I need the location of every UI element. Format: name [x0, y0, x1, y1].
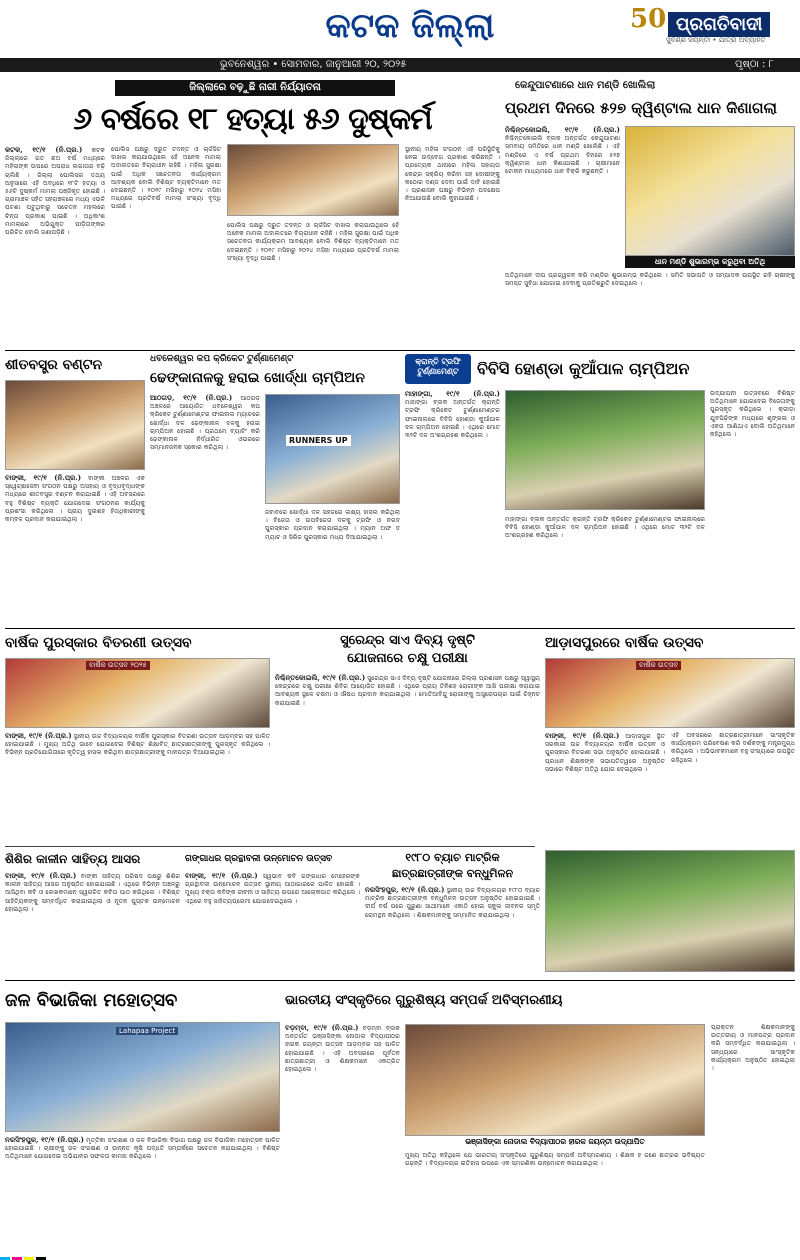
adaspur-dateline: ବାଙ୍କୀ, ୧୯/୧ (ନି.ପ୍ର.) [545, 732, 620, 740]
divider [5, 980, 795, 981]
lead-text-1: କଟକ ଜିଲ୍ଲାରେ ଗତ ଛଅ ବର୍ଷ ମଧ୍ୟରେ ମହିଳାଙ୍କ ଉପରେ ଅପରାଧ ଲଗାତାର ବଢ଼ି ଚାଲିଛି । ଜିଲ୍ଲା ପୋଲିସର ତଥ୍ୟ ଅନୁସାରେ ଏହି ଅବଧିରେ ୧୮ଟି ହତ୍ୟା ଓ ୫୬ଟି ଦୁଷ୍କର୍ମ ମାମଲା ପଞ୍ଜିକୃତ ହୋଇଛି । ଗ୍ରାମାଞ୍ଚଳ ସହିତ ସହରାଞ୍ଚଳରେ ମଧ୍ୟ ଏଭଳି ଘଟଣା ଘଟୁଥିବାରୁ ସଚେତନ ମହଲରେ ଚିନ୍ତା ପ୍ରକାଶ ପାଇଛି । ଅଧିକାଂଶ ମାମଲାରେ ଅଭିଯୁକ୍ତ ପୀଡ଼ିତାଙ୍କର ପରିଚିତ ବୋଲି ଜଣାପଡ଼ିଛି । [5, 147, 105, 237]
ganga-story [185, 850, 360, 975]
cricket-photo [265, 394, 400, 504]
date-line: ଭୁବନେଶ୍ୱର • ସୋମବାର, ଜାନୁଆରୀ ୨୦, ୨୦୨୫ [220, 59, 407, 70]
award-dateline: ବାଙ୍କୀ, ୧୯/୧ (ନି.ପ୍ର.) [5, 732, 72, 740]
eye-headline-1: ସୁରେନ୍ଦ୍ର ସାଏ ଦିବ୍ୟ ଦୃଷ୍ଟି [340, 633, 475, 648]
water-dateline: ନରସିଂହପୁର, ୧୯/୧ (ନି.ପ୍ର.) [5, 1136, 84, 1144]
water-story [5, 984, 280, 1240]
water-banner: Lahapaa Project [116, 1027, 178, 1035]
award-photo-banner: ବାର୍ଷିକ ଉତ୍ସବ ୨୦୨୫ [86, 661, 150, 670]
date-strip [0, 58, 800, 72]
cricket-body-right: ଜବାବରେ ଖୋର୍ଦ୍ଧା ଦଳ ସହଜରେ ଲକ୍ଷ୍ୟ ହାସଲ କରିଥିଲା । ବିଜେତା ଓ ଉପବିଜେତା ଦଳକୁ ଟ୍ରଫି ଓ ନଗଦ ପୁରସ୍କାର ପ୍ରଦାନ କରାଯାଇଥିଲା । ମ୍ୟାନ ଅଫ ଦ ମ୍ୟାଚ ଓ ସିରିଜ ପୁରସ୍କାର ମଧ୍ୟ ଦିଆଯାଇଥିଲା । [265, 509, 400, 541]
literature-headline: ଶିଶିର କାଳୀନ ସାହିତ୍ୟ ଆସର [5, 852, 141, 866]
lead-dateline: କଟକ, ୧୯/୧ (ନି.ପ୍ର.) [5, 146, 83, 154]
anniversary-mark: 50 [630, 4, 667, 34]
reunion-text: ସ୍ଥାନୀୟ ଉଚ୍ଚ ବିଦ୍ୟାଳୟର ୧୯୮୦ ବ୍ୟାଚ ମାଟ୍ରିକ ଛାତ୍ରଛାତ୍ରୀଙ୍କ ବନ୍ଧୁମିଳନ ଉତ୍ସବ ଅନୁଷ୍ଠିତ ହୋଇଯାଇଛି । ଦୀର୍ଘ ବର୍ଷ ପରେ ପୁରୁଣା ସାଥୀମାନେ ଏକାଠି ହୋଇ ସ୍କୁଲ ଜୀବନର ସ୍ମୃତି ରୋମନ୍ଥନ କରିଥିଲେ । ଶିକ୍ଷକମାନଙ୍କୁ ସମ୍ମାନିତ କରାଯାଇଥିଲା । [365, 887, 540, 919]
guru-photo [405, 1024, 705, 1136]
lead-body-lower: ପୋଲିସ ପକ୍ଷରୁ ଦ୍ରୁତ ତଦନ୍ତ ଓ ଚାର୍ଜସିଟ ଦାଖଲ କରାଯାଉଥିଲେ ହେଁ ଅନେକ ମାମଲା ଅଦାଲତରେ ବିଚାରାଧୀନ ରହିଛି । ମହିଳା ସୁରକ୍ଷା ପାଇଁ ଅଧିକ ସଚେତନତା କାର୍ଯ୍ୟକ୍ରମ ଆବଶ୍ୟକ ବୋଲି ବିଶିଷ୍ଟ ବ୍ୟକ୍ତିମାନେ ମତ ଦେଇଛନ୍ତି । ୨୦୧୯ ମସିହାରୁ ୨୦୨୪ ମସିହା ମଧ୍ୟରେ ପ୍ରତିବର୍ଷ ମାମଲା ସଂଖ୍ୟା ବୃଦ୍ଧି ପାଇଛି । [227, 222, 399, 262]
adaspur-headline: ଆଡ଼ାସପୁରରେ ବାର୍ଷିକ ଉତ୍ସବ [545, 635, 704, 651]
blanket-text: ବାଙ୍କୀ ଅଞ୍ଚଳର ଏକ ସ୍ୱେଚ୍ଛାସେବୀ ସଂଗଠନ ପକ୍ଷରୁ ଅସହାୟ ଓ ବୃଦ୍ଧବୃଦ୍ଧାଙ୍କ ମଧ୍ୟରେ ଶୀତବସ୍ତ୍ର ବଣ୍ଟନ କରାଯାଇଛି । ଏହି ଅବସରରେ ବହୁ ବିଶିଷ୍ଟ ବ୍ୟକ୍ତି ଯୋଗଦେଇ ସଂଗଠନର କାର୍ଯ୍ୟକୁ ପ୍ରଶଂସା କରିଥିଲେ । ପ୍ରାୟ ଦୁଇଶହ ହିତାଧିକାରୀଙ୍କୁ କମ୍ବଳ ପ୍ରଦାନ କରାଯାଇଥିଲା । [5, 475, 145, 524]
kuanpal-kicker [405, 354, 471, 384]
guru-body-right: ପ୍ରାକ୍ତନ ଶିକ୍ଷକମାନଙ୍କୁ ଉତ୍ତରୀୟ ଓ ମାନପତ୍ର ପ୍ରଦାନ କରି ସମ୍ବର୍ଦ୍ଧିତ କରାଯାଇଥିଲା । ସନ୍ଧ୍ୟାରେ ସାଂସ୍କୃତିକ କାର୍ଯ୍ୟକ୍ରମ ଅନୁଷ୍ଠିତ ହୋଇଥିଲା । [711, 1024, 795, 1073]
brand-logo: ପ୍ରଗତିବାଦୀ [668, 12, 770, 37]
adaspur-photo-banner: ବାର୍ଷିକ ଉତ୍ସବ [636, 661, 681, 670]
cricket-kicker: ଧବଳେଶ୍ୱର କପ କ୍ରିକେଟ ଟୁର୍ଣ୍ଣାମେଣ୍ଟ [150, 354, 294, 364]
ganga-dateline: ବାଙ୍କୀ, ୧୯/୧ (ନି.ପ୍ର.) [185, 872, 258, 880]
paddy-dateline: ନିଶ୍ଚିନ୍ତକୋଇଲି, ୧୯/୧ (ନି.ପ୍ର.) [505, 126, 620, 134]
paddy-text: ନିଶ୍ଚିନ୍ତକୋଇଲି ବ୍ଲକ ଅନ୍ତର୍ଗତ କେନ୍ଦୁପାଟଣା ସମବାୟ ସମିତିରେ ଧାନ ମଣ୍ଡି ଖୋଲିଛି । ଏହି ମଣ୍ଡିରେ ଏ ବର୍ଷ ପ୍ରଥମ ଦିନରେ ୫୨୭ କ୍ୱିଣ୍ଟାଲ ଧାନ କିଣାଯାଇଛି । ଚାଷୀମାନେ ଟୋକନ ମାଧ୍ୟମରେ ଧାନ ବିକ୍ରି କରୁଛନ୍ତି । [505, 135, 620, 176]
guru-dateline: ବଡ଼ମ୍ବା, ୧୯/୧ (ନି.ପ୍ର.) [285, 1024, 359, 1032]
kuanpal-story [405, 354, 795, 624]
kuanpal-body-lower: ମାହାଙ୍ଗା ବ୍ଲକ ଅନ୍ତର୍ଗତ କ୍ରାନ୍ତି ଟ୍ରଫି କ୍ରିକେଟ ଟୁର୍ଣ୍ଣାମେଣ୍ଟର ଫାଇନାଲରେ ବିବିସି ହୋଣ୍ଡା କୁଆଁପାଳ ଦଳ ଚାମ୍ପିଅନ ହୋଇଛି । ଏଥିରେ ମୋଟ ୩୨ଟି ଦଳ ଅଂଶଗ୍ରହଣ କରିଥିଲେ । [505, 516, 705, 540]
ganga-headline: ଗଙ୍ଗାଧର ଗ୍ରନ୍ଥାବଳୀ ଉନ୍ମୋଚନ ଉତ୍ସବ [185, 854, 333, 864]
award-headline: ବାର୍ଷିକ ପୁରସ୍କାର ବିତରଣୀ ଉତ୍ସବ [5, 635, 192, 651]
reunion-headline-2: ଛାତ୍ରଛାତ୍ରୀଙ୍କ ବନ୍ଧୁମିଳନ [391, 867, 514, 880]
kuanpal-body-right: ଉଦ୍‌ଯାପନୀ ଉତ୍ସବରେ ବିଶିଷ୍ଟ ଅତିଥିମାନେ ଯୋଗଦେଇ ବିଜେତାଙ୍କୁ ପୁରସ୍କୃତ କରିଥିଲେ । କ୍ରୀଡ଼ା ଯୁବପିଢ଼ିଙ୍କ ମଧ୍ୟରେ ଶୃଙ୍ଖଳା ଓ ଏକତା ଆଣିଥାଏ ବୋଲି ଅତିଥିମାନେ କହିଥିଲେ । [710, 390, 795, 439]
paddy-story [505, 76, 795, 346]
blanket-headline: ଶୀତବସ୍ତ୍ର ବଣ୍ଟନ [5, 357, 103, 373]
guru-caption: ଭଞ୍ଜାସିଙ୍କା ନୋଡାଲ ବିଦ୍ୟାପୀଠର ହୀରକ ଜୟନ୍ତୀ ଉଦ୍‌ଯାପିତ [405, 1136, 705, 1148]
ganga-text: ସ୍ୱଭାବ କବି ଗଙ୍ଗାଧର ମେହେରଙ୍କ ଗ୍ରନ୍ଥାବଳୀ ଉନ୍ମୋଚନ ଉତ୍ସବ ସ୍ଥାନୀୟ ପାଠାଗାରରେ ପାଳିତ ହୋଇଛି । ମୁଖ୍ୟ ବକ୍ତା କବିଙ୍କ ଜୀବନୀ ଓ ସାହିତ୍ୟ ଉପରେ ଆଲୋକପାତ କରିଥିଲେ । ଏଥିରେ ବହୁ ସାହିତ୍ୟପ୍ରେମୀ ଯୋଗଦେଇଥିଲେ । [185, 873, 360, 905]
cricket-story [150, 354, 400, 624]
registration-marks [0, 1250, 800, 1260]
divider [5, 846, 535, 847]
adaspur-text: ଆଡ଼ାସପୁର ସ୍ଥିତ ସରକାରୀ ଉଚ୍ଚ ବିଦ୍ୟାଳୟର ବାର୍ଷିକ ଉତ୍ସବ ଓ ପୁରସ୍କାର ବିତରଣୀ ସଭା ଅନୁଷ୍ଠିତ ହୋଇଯାଇଛି । ପ୍ରଧାନ ଶିକ୍ଷକଙ୍କ ସଭାପତିତ୍ୱରେ ଅନୁଷ୍ଠିତ ସଭାରେ ବିଶିଷ୍ଟ ଅତିଥି ଯୋଗ ଦେଇଥିଲେ । [545, 733, 665, 773]
award-photo [5, 658, 270, 728]
reunion-body [365, 886, 540, 972]
blanket-body [5, 474, 145, 619]
award-text: ସ୍ଥାନୀୟ ଉଚ୍ଚ ବିଦ୍ୟାଳୟର ବାର୍ଷିକ ପୁରସ୍କାର ବିତରଣୀ ଉତ୍ସବ ଆଡ଼ମ୍ବର ସହ ପାଳିତ ହୋଇଯାଇଛି । ମୁଖ୍ୟ ଅତିଥି ଭାବେ ଯୋଗଦେଇ ବିଶିଷ୍ଟ ଶିକ୍ଷାବିତ୍ ଛାତ୍ରଛାତ୍ରୀଙ୍କୁ ପୁରସ୍କୃତ କରିଥିଲେ । ବିଭିନ୍ନ ପ୍ରତିଯୋଗିତାରେ କୃତିତ୍ୱ ହାସଲ କରିଥିବା ଛାତ୍ରଛାତ୍ରୀଙ୍କୁ ମାନପତ୍ର ଦିଆଯାଇଥିଲା । [5, 733, 270, 757]
adaspur-body-right: ଏହି ଅବସରରେ ଛାତ୍ରଛାତ୍ରୀମାନେ ସାଂସ୍କୃତିକ କାର୍ଯ୍ୟକ୍ରମ ପରିବେଷଣ କରି ଦର୍ଶକଙ୍କୁ ମନ୍ତ୍ରମୁଗ୍ଧ କରିଥିଲେ । ଅଭିଭାବକମାନେ ବହୁ ସଂଖ୍ୟାରେ ଉପସ୍ଥିତ ରହିଥିଲେ । [671, 732, 795, 764]
eye-story [275, 632, 540, 842]
lead-headline: ୬ ବର୍ଷରେ ୧୮ ହତ୍ୟା ୫୬ ଦୁଷ୍କର୍ମ [73, 102, 432, 137]
ganga-body [185, 872, 360, 972]
award-body [5, 732, 270, 837]
paddy-caption: ଧାନ ମଣ୍ଡି ଶୁଭାରମ୍ଭ କରୁଥିବା ଅତିଥି [625, 256, 795, 268]
divider [5, 628, 795, 629]
kuanpal-body-left [405, 390, 500, 620]
eye-body [275, 674, 540, 839]
literature-dateline: ବାଙ୍କୀ, ୧୯/୧ (ନି.ପ୍ର.) [5, 872, 77, 880]
eye-headline-2: ଯୋଜନାରେ ଚକ୍ଷୁ ପରୀକ୍ଷା [347, 651, 468, 666]
guru-text: ବଡ଼ମ୍ବା ବ୍ଲକ ଅନ୍ତର୍ଗତ ଭଞ୍ଜାସିଙ୍କା ନୋଡାଲ ବିଦ୍ୟାପୀଠର ହୀରକ ଜୟନ୍ତୀ ଉତ୍ସବ ଆଡ଼ମ୍ବର ସହ ପାଳିତ ହୋଇଯାଇଛି । ଏହି ଅବସରରେ ପୂର୍ବତନ ଛାତ୍ରଛାତ୍ରୀ ଓ ଶିକ୍ଷକମାନେ ଏକତ୍ରିତ ହୋଇଥିଲେ । [285, 1025, 400, 1074]
literature-text: ବାଙ୍କୀ ସାହିତ୍ୟ ପରିଷଦ ପକ୍ଷରୁ ଶିଶିର କାଳୀନ ସାହିତ୍ୟ ଆସର ଅନୁଷ୍ଠିତ ହୋଇଯାଇଛି । ଏଥିରେ ବିଭିନ୍ନ ଅଞ୍ଚଳରୁ ଆସିଥିବା କବି ଓ ଲେଖକମାନେ ସ୍ୱରଚିତ କବିତା ପାଠ କରିଥିଲେ । ବିଶିଷ୍ଟ ସାହିତ୍ୟିକଙ୍କୁ ସମ୍ବର୍ଦ୍ଧିତ କରାଯାଇଥିଲା ଓ ନୂତନ ପୁସ୍ତକ ଉନ୍ମୋଚନ ହୋଇଥିଲା । [5, 873, 180, 913]
runners-up-banner: RUNNERS UP [286, 435, 351, 446]
water-body [5, 1136, 280, 1236]
lead-body-right: ସ୍ଥାନୀୟ ମହିଳା ସଂଗଠନ ଏହି ପରିସ୍ଥିତିକୁ ନେଇ ଉଦ୍‌ବେଗ ପ୍ରକାଶ କରିଛନ୍ତି । ପ୍ରତ୍ୟେକ ଥାନାରେ ମହିଳା ସହାୟତା କେନ୍ଦ୍ର ସକ୍ରିୟ କରିବା ସହ ଦୋଷୀଙ୍କୁ କଠୋର ଦଣ୍ଡ ଦେବା ପାଇଁ ଦାବି ହୋଇଛି । ପ୍ରଶାସନ ପକ୍ଷରୁ ବିଭିନ୍ନ ପଦକ୍ଷେପ ନିଆଯାଉଛି ବୋଲି କୁହାଯାଇଛି । [405, 146, 500, 203]
lead-body-left [5, 146, 105, 271]
page-label: ପୃଷ୍ଠା : ୮ [735, 59, 774, 70]
cricket-dateline: ଆଠଗଡ଼, ୧୯/୧ (ନି.ପ୍ର.) [150, 394, 233, 402]
cricket-body-left [150, 394, 260, 619]
guru-body-mid: ମୁଖ୍ୟ ଅତିଥି କହିଥିଲେ ଯେ ଭାରତୀୟ ସଂସ୍କୃତିରେ ଗୁରୁଶିଷ୍ୟ ସମ୍ପର୍କ ଅବିସ୍ମରଣୀୟ । ଶିକ୍ଷକ ହିଁ ଜଣେ ଛାତ୍ରର ଭବିଷ୍ୟତ ଗଢ଼ନ୍ତି । ବିଦ୍ୟାଳୟର ଇତିହାସ ଉପରେ ଏକ ସ୍ମରଣିକା ଉନ୍ମୋଚନ କରାଯାଇଥିଲା । [405, 1152, 705, 1168]
guru-story [285, 984, 795, 1240]
reunion-photo [545, 850, 795, 972]
water-headline: ଜଳ ବିଭାଜିକା ମହୋତ୍ସବ [5, 990, 178, 1011]
paddy-body-right: ଅତିଥିମାନେ ଦୀପ ପ୍ରଜ୍ୱଳନ କରି ମଣ୍ଡିର ଶୁଭାରମ୍ଭ କରିଥିଲେ । ସମିତି ସଭାପତି ଓ ସମ୍ପାଦକ ଉପସ୍ଥିତ ରହି ଚାଷୀଙ୍କୁ ସମସ୍ତ ସୁବିଧା ଯୋଗାଇ ଦେବାକୁ ପ୍ରତିଶ୍ରୁତି ଦେଇଥିଲେ । [505, 272, 795, 288]
reunion-dateline: ନରସିଂହପୁର, ୧୯/୧ (ନି.ପ୍ର.) [365, 886, 445, 894]
lead-kicker: ଜିଲ୍ଲାରେ ବଢ଼ୁଛି ନାରୀ ନିର୍ଯ୍ୟାତନା [115, 80, 395, 96]
kuanpal-photo [505, 390, 705, 510]
kuanpal-dateline: ମାହାଙ୍ଗା, ୧୯/୧ (ନି.ପ୍ର.) [405, 390, 500, 398]
literature-story [5, 850, 180, 975]
kuanpal-headline: ବିବିସି ହୋଣ୍ଡା କୁଆଁପାଳ ଚାମ୍ପିଅନ [477, 359, 690, 378]
lead-story [5, 76, 500, 276]
adaspur-photo [545, 658, 795, 728]
lead-photo [227, 144, 399, 216]
reunion-story [365, 850, 795, 975]
anniversary-subtitle: ସୁବର୍ଣ୍ଣ ଜୟନ୍ତୀ • ଯାତ୍ରା ଅବ୍ୟାହତ [666, 36, 766, 44]
paddy-body-left [505, 126, 620, 256]
literature-body [5, 872, 180, 972]
kuanpal-kicker-bottom: ଟୁର୍ଣ୍ଣାମେଣ୍ଟ [417, 367, 459, 376]
paddy-headline: ପ୍ରଥମ ଦିନରେ ୫୨୭ କ୍ୱିଣ୍ଟାଲ ଧାନ କିଣାଗଲା [505, 99, 777, 117]
cricket-text: ଆଠଗଡ଼ ଅଞ୍ଚଳରେ ଆୟୋଜିତ ଧବଳେଶ୍ୱର କପ କ୍ରିକେଟ ଟୁର୍ଣ୍ଣାମେଣ୍ଟର ଫାଇନାଲ ମ୍ୟାଚରେ ଖୋର୍ଦ୍ଧା ଦଳ ଢେଙ୍କାନାଳ ଦଳକୁ ହରାଇ ଚାମ୍ପିଅନ ହୋଇଛି । ପ୍ରଥମେ ବ୍ୟାଟିଂ କରି ଢେଙ୍କାନାଳ ନିର୍ଦ୍ଧାରିତ ଓଭରରେ ସମ୍ମାନଜନକ ସ୍କୋର କରିଥିଲା । [150, 395, 260, 452]
guru-headline: ଭାରତୀୟ ସଂସ୍କୃତିରେ ଗୁରୁଶିଷ୍ୟ ସମ୍ପର୍କ ଅବିସ୍ମରଣୀୟ [285, 993, 563, 1008]
water-photo [5, 1022, 280, 1132]
eye-text: ସୁରେନ୍ଦ୍ର ସାଏ ଦିବ୍ୟ ଦୃଷ୍ଟି ଯୋଜନାରେ ଜିଲ୍ଲା ପ୍ରଶାସନ ପକ୍ଷରୁ ସ୍ୱାସ୍ଥ୍ୟ କେନ୍ଦ୍ରରେ ଚକ୍ଷୁ ପରୀକ୍ଷା ଶିବିର ଆୟୋଜିତ ହୋଇଛି । ଏଥିରେ ପ୍ରାୟ ତିନିଶହ ରୋଗୀଙ୍କ ଆଖି ପରୀକ୍ଷା କରାଯାଇ ଆବଶ୍ୟକ ସ୍ଥଳେ ଚଷମା ଓ ଔଷଧ ପ୍ରଦାନ କରାଯାଇଥିଲା । ମୋତିଆବିନ୍ଦୁ ରୋଗୀଙ୍କୁ ଅସ୍ତ୍ରୋପଚାର ପାଇଁ ଚିହ୍ନଟ କରାଯାଇଛି । [275, 675, 540, 707]
blanket-photo [5, 380, 145, 470]
blanket-dateline: ବାଙ୍କୀ, ୧୯/୧ (ନି.ପ୍ର.) [5, 474, 82, 482]
reunion-headline-1: ୧୯୮୦ ବ୍ୟାଚ ମାଟ୍ରିକ [405, 851, 500, 864]
lead-body-mid: ପୋଲିସ ପକ୍ଷରୁ ଦ୍ରୁତ ତଦନ୍ତ ଓ ଚାର୍ଜସିଟ ଦାଖଲ କରାଯାଉଥିଲେ ହେଁ ଅନେକ ମାମଲା ଅଦାଲତରେ ବିଚାରାଧୀନ ରହିଛି । ମହିଳା ସୁରକ୍ଷା ପାଇଁ ଅଧିକ ସଚେତନତା କାର୍ଯ୍ୟକ୍ରମ ଆବଶ୍ୟକ ବୋଲି ବିଶିଷ୍ଟ ବ୍ୟକ୍ତିମାନେ ମତ ଦେଇଛନ୍ତି । ୨୦୧୯ ମସିହାରୁ ୨୦୨୪ ମସିହା ମଧ୍ୟରେ ପ୍ରତିବର୍ଷ ମାମଲା ସଂଖ୍ୟା ବୃଦ୍ଧି ପାଇଛି । [111, 146, 221, 211]
paddy-kicker: କେନ୍ଦୁପାଟଣାରେ ଧାନ ମଣ୍ଡି ଖୋଲିଲା [515, 80, 656, 91]
paddy-photo [625, 126, 795, 256]
divider [5, 350, 795, 351]
blanket-story [5, 354, 145, 624]
award-story [5, 632, 270, 842]
water-text: ମୃତ୍ତିକା ସଂରକ୍ଷଣ ଓ ଜଳ ବିଭାଜିକା ବିଭାଗ ପକ୍ଷରୁ ଜଳ ବିଭାଜିକା ମହୋତ୍ସବ ପାଳିତ ହୋଇଯାଇଛି । ଚାଷୀଙ୍କୁ ଜଳ ସଂରକ୍ଷଣ ଓ ଉନ୍ନତ କୃଷି ପଦ୍ଧତି ସମ୍ପର୍କରେ ସଚେତନ କରାଯାଇଥିଲା । ବିଶିଷ୍ଟ ଅତିଥିମାନେ ଯୋଗଦେଇ ଅଭିଯାନର ସଫଳତା କାମନା କରିଥିଲେ । [5, 1137, 280, 1161]
brand-block [630, 6, 795, 46]
kuanpal-kicker-top: କ୍ରାନ୍ତି ଟ୍ରଫି [415, 357, 461, 366]
adaspur-story [545, 632, 795, 842]
adaspur-body-left [545, 732, 665, 837]
kuanpal-text: ମାହାଙ୍ଗା ବ୍ଲକ ଅନ୍ତର୍ଗତ କ୍ରାନ୍ତି ଟ୍ରଫି କ୍ରିକେଟ ଟୁର୍ଣ୍ଣାମେଣ୍ଟର ଫାଇନାଲରେ ବିବିସି ହୋଣ୍ଡା କୁଆଁପାଳ ଦଳ ଚାମ୍ପିଅନ ହୋଇଛି । ଏଥିରେ ମୋଟ ୩୨ଟି ଦଳ ଅଂଶଗ୍ରହଣ କରିଥିଲେ । [405, 399, 500, 440]
eye-dateline: ନିଶ୍ଚିନ୍ତକୋଇଲି, ୧୯/୧ (ନି.ପ୍ର.) [275, 674, 366, 682]
masthead [0, 0, 800, 80]
section-title: କଟକ ଜିଲ୍ଲା [325, 6, 495, 46]
guru-body-left [285, 1024, 400, 1234]
cricket-headline: ଢେଙ୍କାନାଳକୁ ହରାଇ ଖୋର୍ଦ୍ଧା ଚାମ୍ପିଅନ [150, 370, 365, 386]
